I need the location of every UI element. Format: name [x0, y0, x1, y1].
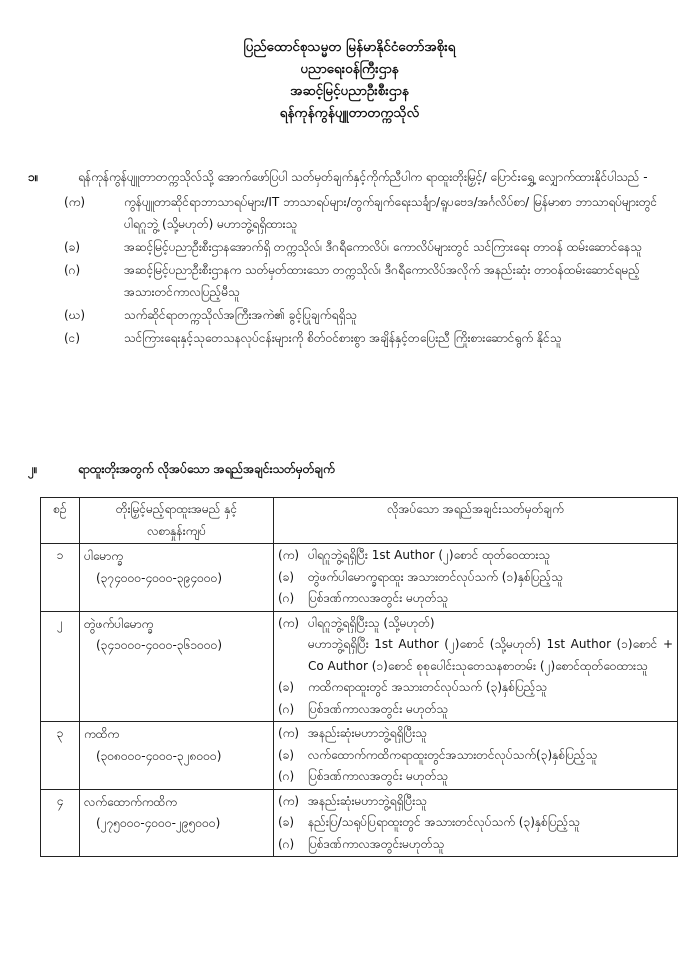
document-header — [0, 36, 699, 124]
header-position — [80, 498, 274, 544]
requirement-text: အနည်းဆုံးမဟာဘွဲ့ရရှိပြီးသူ — [308, 793, 427, 808]
requirement-label: (ခ) — [278, 815, 295, 829]
requirement-text: နည်းပြ/သရုပ်ပြရာထူးတွင် အသားတင်လုပ်သက် (၃)နှစ်ပြည့်သူ — [308, 815, 580, 829]
position-name: တွဲဖက်ပါမောက္ခ — [84, 616, 154, 631]
requirement-label: (ခ) — [278, 569, 295, 584]
requirement-text: ပြစ်ဒဏ်ကာလအတွင်း မဟုတ်သူ — [308, 701, 448, 716]
list-item — [64, 259, 678, 303]
requirement-label: (က) — [278, 548, 300, 562]
requirement-text: ပြစ်ဒဏ်ကာလအတွင်း မဟုတ်သူ — [308, 769, 448, 783]
requirement-item — [278, 567, 673, 589]
item-label: (ဃ) — [64, 308, 86, 322]
requirement-label: (ဂ) — [278, 701, 295, 716]
requirement-text: ပြစ်ဒဏ်ကာလအတွင်းမဟုတ်သူ — [308, 836, 445, 851]
item-label: (ခ) — [64, 240, 81, 254]
position-cell — [80, 789, 274, 857]
requirements-cell — [274, 544, 678, 612]
requirement-text: အနည်းဆုံးမဟာဘွဲ့ရရှိပြီးသူ — [308, 726, 427, 740]
item-text: သက်ဆိုင်ရာတက္ကသိုလ်အကြီးအကဲ၏ ခွင့်ပြုချက်ရရှိသူ — [124, 308, 357, 322]
requirement-text: လက်ထောက်ကထိကရာထူးတွင်အသားတင်လုပ်သက်(၃)နှစ်ပြည့်သူ — [308, 747, 598, 762]
requirement-text: ပြစ်ဒဏ်ကာလအတွင်း မဟုတ်သူ — [308, 591, 448, 605]
requirement-item — [278, 834, 673, 856]
item-text: သင်ကြားရေးနှင့်သုတေသနလုပ်ငန်းများကို စိတ်ဝင်စားစွာ အချိန်နှင့်တပြေးညီ ကြိုးစားဆောင်ရွက် နိုင်သူ — [124, 331, 562, 345]
requirement-label: (ဂ) — [278, 591, 295, 605]
item-text: ကွန်ပျူတာဆိုင်ရာဘာသာရပ်များ/IT ဘာသာရပ်များ/တွက်ချက်ရေးသင်္ချာ/ရူပဗေဒ/အင်္ဂလိပ်စာ/ မြန်မာစာ ဘာသာရပ်များတွင် ပါရဂူဘွဲ့ (သို့မဟုတ်) မဟာဘွဲ့ရရှိထားသူ — [124, 195, 658, 231]
position-cell — [80, 544, 274, 612]
item-text: အဆင့်မြင့်ပညာဦးစီးဌာနအောက်ရှိ တက္ကသိုလ်၊ ဒီဂရီကောလိပ်၊ ကောလိပ်များတွင် သင်ကြားရေး တာဝန် ထမ်းဆောင်နေသူ — [124, 240, 642, 254]
table-row — [41, 722, 678, 790]
section-requirements — [28, 458, 678, 480]
item-label: (က) — [64, 195, 86, 209]
salary-range: (၃၄၁၀၀၀-၄၀၀၀-၃၆၁၀၀၀) — [96, 638, 223, 652]
table-header-row — [41, 498, 678, 544]
government-title: ပြည်ထောင်စုသမ္မတ မြန်မာနိုင်ငံတော်အစိုးရ — [243, 39, 456, 55]
row-number: ၃ — [41, 722, 80, 790]
eligibility-list — [64, 191, 678, 349]
header-position-line2: လစာနှုန်းကျပ် — [147, 523, 206, 538]
requirement-label: (က) — [278, 615, 300, 630]
position-name: လက်ထောက်ကထိက — [84, 794, 177, 809]
section-number: ၁။ — [28, 170, 39, 184]
position-name: ကထိက — [84, 727, 120, 741]
department-title: အဆင့်မြင့်ပညာဦးစီးဌာန — [290, 83, 409, 99]
requirement-label: (ခ) — [278, 680, 295, 694]
requirement-item — [278, 766, 673, 788]
header-position-line1: တိုးမြှင့်မည့်ရာထူးအမည် နှင့် — [115, 502, 238, 516]
row-number: ၂ — [41, 611, 80, 722]
salary-range: (၂၇၅၀၀၀-၄၀၀၀-၂၉၅၀၀၀) — [96, 816, 221, 830]
item-text: အဆင့်မြင့်ပညာဦးစီးဌာနက သတ်မှတ်ထားသော တက္ကသိုလ်၊ ဒီဂရီကောလိပ်အလိုက် အနည်းဆုံး တာဝန်ထမ်းဆောင်ရမည့် အသားတင်ကာလပြည့်မီသူ — [124, 263, 640, 299]
requirement-label: (က) — [278, 793, 300, 808]
requirement-item — [278, 677, 673, 699]
requirement-item — [278, 588, 673, 610]
requirement-item — [278, 791, 673, 813]
salary-range: (၃၀၈၀၀၀-၄၀၀၀-၃၂၈၀၀၀) — [96, 748, 222, 763]
requirement-continuation: မဟာဘွဲ့ရရှိပြီး 1st Author (၂)စောင် (သို့မဟုတ်) 1st Author (၁)စောင် + Co Author (၁)စောင် စုစုပေါင်းသုတေသနစာတမ်း (၂)စောင်ထုတ်ဝေထားသူ — [308, 637, 673, 673]
list-item — [64, 191, 678, 235]
ministry-title: ပညာရေးဝန်ကြီးဌာန — [300, 61, 399, 77]
item-label: (င) — [64, 331, 81, 345]
section-eligibility — [28, 166, 678, 350]
row-number: ၁ — [41, 544, 80, 612]
requirement-text: ပါရဂူဘွဲ့ရရှိပြီး 1st Author (၂)စောင် ထုတ်ဝေထားသူ — [308, 548, 550, 562]
section-title: ရာထူးတိုးအတွက် လိုအပ်သော အရည်အချင်းသတ်မှတ်ချက် — [78, 462, 335, 476]
section-number: ၂။ — [28, 462, 38, 476]
list-item — [64, 236, 678, 258]
position-cell — [80, 722, 274, 790]
item-label: (ဂ) — [64, 263, 81, 277]
row-number: ၄ — [41, 789, 80, 857]
requirements-table — [40, 497, 678, 857]
position-name: ပါမောက္ခ — [84, 549, 123, 563]
requirements-cell — [274, 611, 678, 722]
requirement-text: ပါရဂူဘွဲ့ရရှိပြီးသူ (သို့မဟုတ်) — [308, 615, 435, 630]
requirement-text: တွဲဖက်ပါမောက္ခရာထူး အသားတင်လုပ်သက် (၁)နှစ်ပြည့်သူ — [308, 569, 563, 584]
requirement-item — [278, 613, 673, 635]
requirement-label: (ဂ) — [278, 769, 295, 783]
requirements-cell — [274, 722, 678, 790]
requirement-item — [278, 812, 673, 834]
requirement-item — [278, 545, 673, 567]
section-intro: ရန်ကုန်ကွန်ပျူတာတက္ကသိုလ်သို့ အောက်ဖော်ပြပါ သတ်မှတ်ချက်နှင့်ကိုက်ညီပါက ရာထူးတိုးမြှင့်/ ပြောင်းရွှေ့ လျှောက်ထားနိုင်ပါသည် - — [78, 170, 648, 184]
requirement-label: (ဂ) — [278, 836, 295, 851]
position-cell — [80, 611, 274, 722]
header-no: စဉ် — [41, 498, 80, 544]
requirement-label: (ခ) — [278, 747, 295, 762]
university-title: ရန်ကုန်ကွန်ပျူတာတက္ကသိုလ် — [279, 105, 420, 121]
header-requirements: လိုအပ်သော အရည်အချင်းသတ်မှတ်ချက် — [274, 498, 678, 544]
list-item — [64, 304, 678, 326]
list-item — [64, 327, 678, 349]
table-row — [41, 789, 678, 857]
requirement-item — [278, 699, 673, 721]
requirement-label: (က) — [278, 726, 300, 740]
requirement-item — [278, 745, 673, 767]
salary-range: (၃၇၄၀၀၀-၄၀၀၀-၃၉၄၀၀၀) — [96, 570, 223, 585]
requirements-cell — [274, 789, 678, 857]
table-row — [41, 611, 678, 722]
requirement-text: ကထိကရာထူးတွင် အသားတင်လုပ်သက် (၃)နှစ်ပြည့်သူ — [308, 680, 548, 694]
requirement-item — [278, 723, 673, 745]
table-row — [41, 544, 678, 612]
